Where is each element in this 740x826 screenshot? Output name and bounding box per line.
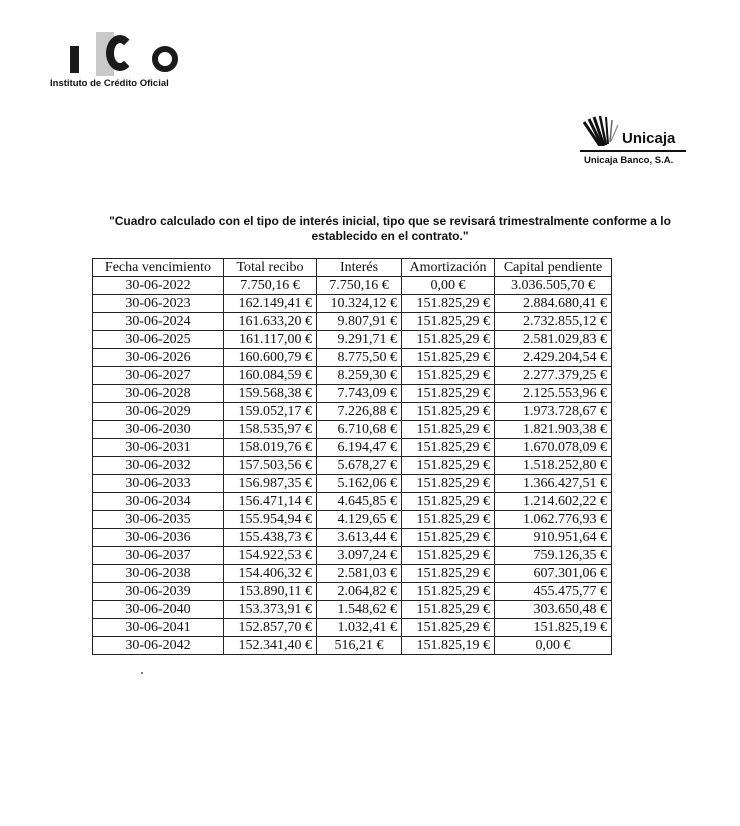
total-cell: 156.987,35 € bbox=[224, 475, 317, 493]
outstanding-cell: 1.821.903,38 € bbox=[495, 421, 612, 439]
interest-cell: 5.162,06 € bbox=[317, 475, 402, 493]
interest-cell: 9.807,91 € bbox=[317, 313, 402, 331]
interest-cell: 3.097,24 € bbox=[317, 547, 402, 565]
unicaja-caption: Unicaja Banco, S.A. bbox=[584, 155, 674, 166]
table-row bbox=[93, 331, 612, 349]
outstanding-cell: 910.951,64 € bbox=[495, 529, 612, 547]
amortization-cell: 151.825,29 € bbox=[402, 493, 495, 511]
interest-cell: 516,21 € bbox=[317, 637, 402, 655]
amortization-cell: 151.825,29 € bbox=[402, 583, 495, 601]
interest-cell: 4.129,65 € bbox=[317, 511, 402, 529]
ico-logo bbox=[50, 30, 210, 94]
unicaja-divider bbox=[580, 150, 686, 152]
total-cell: 153.890,11 € bbox=[224, 583, 317, 601]
due-date-cell: 30-06-2039 bbox=[93, 583, 224, 601]
interest-cell: 2.064,82 € bbox=[317, 583, 402, 601]
due-date-cell: 30-06-2027 bbox=[93, 367, 224, 385]
interest-cell: 8.259,30 € bbox=[317, 367, 402, 385]
outstanding-cell: 1.366.427,51 € bbox=[495, 475, 612, 493]
total-cell: 160.600,79 € bbox=[224, 349, 317, 367]
total-cell: 161.117,00 € bbox=[224, 331, 317, 349]
outstanding-cell: 607.301,06 € bbox=[495, 565, 612, 583]
total-cell: 156.471,14 € bbox=[224, 493, 317, 511]
total-cell: 161.633,20 € bbox=[224, 313, 317, 331]
outstanding-cell: 2.429.204,54 € bbox=[495, 349, 612, 367]
interest-cell: 1.032,41 € bbox=[317, 619, 402, 637]
due-date-cell: 30-06-2033 bbox=[93, 475, 224, 493]
due-date-cell: 30-06-2023 bbox=[93, 295, 224, 313]
unicaja-name: Unicaja bbox=[622, 130, 676, 147]
column-header-total: Total recibo bbox=[224, 259, 317, 277]
amortization-cell: 151.825,29 € bbox=[402, 439, 495, 457]
due-date-cell: 30-06-2040 bbox=[93, 601, 224, 619]
schedule-note: "Cuadro calculado con el tipo de interés inicial, tipo que se revisará trimestralmente conforme a lo establecido en el contrato." bbox=[109, 214, 671, 243]
outstanding-cell: 1.214.602,22 € bbox=[495, 493, 612, 511]
interest-cell: 6.194,47 € bbox=[317, 439, 402, 457]
outstanding-cell: 3.036.505,70 € bbox=[495, 277, 612, 295]
outstanding-cell: 1.062.776,93 € bbox=[495, 511, 612, 529]
due-date-cell: 30-06-2038 bbox=[93, 565, 224, 583]
scan-speck bbox=[141, 672, 143, 674]
table-row bbox=[93, 493, 612, 511]
due-date-cell: 30-06-2042 bbox=[93, 637, 224, 655]
outstanding-cell: 2.277.379,25 € bbox=[495, 367, 612, 385]
outstanding-cell: 0,00 € bbox=[495, 637, 612, 655]
outstanding-cell: 2.581.029,83 € bbox=[495, 331, 612, 349]
total-cell: 159.568,38 € bbox=[224, 385, 317, 403]
amortization-cell: 151.825,29 € bbox=[402, 547, 495, 565]
interest-cell: 5.678,27 € bbox=[317, 457, 402, 475]
outstanding-cell: 1.518.252,80 € bbox=[495, 457, 612, 475]
table-row bbox=[93, 565, 612, 583]
table-row bbox=[93, 385, 612, 403]
ico-caption: Instituto de Crédito Oficial bbox=[50, 78, 169, 89]
table-row bbox=[93, 403, 612, 421]
table-row bbox=[93, 529, 612, 547]
table-row bbox=[93, 439, 612, 457]
table-row bbox=[93, 547, 612, 565]
interest-cell: 7.226,88 € bbox=[317, 403, 402, 421]
amortization-cell: 0,00 € bbox=[402, 277, 495, 295]
total-cell: 152.341,40 € bbox=[224, 637, 317, 655]
total-cell: 160.084,59 € bbox=[224, 367, 317, 385]
table-row bbox=[93, 475, 612, 493]
total-cell: 157.503,56 € bbox=[224, 457, 317, 475]
interest-cell: 1.548,62 € bbox=[317, 601, 402, 619]
total-cell: 152.857,70 € bbox=[224, 619, 317, 637]
outstanding-cell: 1.973.728,67 € bbox=[495, 403, 612, 421]
table-header-row bbox=[93, 259, 612, 277]
due-date-cell: 30-06-2028 bbox=[93, 385, 224, 403]
due-date-cell: 30-06-2035 bbox=[93, 511, 224, 529]
interest-cell: 8.775,50 € bbox=[317, 349, 402, 367]
column-header-due-date: Fecha vencimiento bbox=[93, 259, 224, 277]
due-date-cell: 30-06-2025 bbox=[93, 331, 224, 349]
amortization-cell: 151.825,29 € bbox=[402, 295, 495, 313]
total-cell: 158.535,97 € bbox=[224, 421, 317, 439]
amortization-cell: 151.825,29 € bbox=[402, 313, 495, 331]
table-row bbox=[93, 511, 612, 529]
amortization-cell: 151.825,29 € bbox=[402, 421, 495, 439]
amortization-cell: 151.825,29 € bbox=[402, 601, 495, 619]
table-row bbox=[93, 277, 612, 295]
amortization-cell: 151.825,29 € bbox=[402, 475, 495, 493]
due-date-cell: 30-06-2029 bbox=[93, 403, 224, 421]
amortization-cell: 151.825,29 € bbox=[402, 385, 495, 403]
due-date-cell: 30-06-2036 bbox=[93, 529, 224, 547]
due-date-cell: 30-06-2041 bbox=[93, 619, 224, 637]
amortization-cell: 151.825,29 € bbox=[402, 349, 495, 367]
unicaja-logo bbox=[578, 112, 698, 172]
column-header-amortization: Amortización bbox=[402, 259, 495, 277]
table-row bbox=[93, 313, 612, 331]
due-date-cell: 30-06-2026 bbox=[93, 349, 224, 367]
interest-cell: 2.581,03 € bbox=[317, 565, 402, 583]
outstanding-cell: 2.125.553,96 € bbox=[495, 385, 612, 403]
outstanding-cell: 2.884.680,41 € bbox=[495, 295, 612, 313]
amortization-cell: 151.825,29 € bbox=[402, 331, 495, 349]
amortization-cell: 151.825,29 € bbox=[402, 403, 495, 421]
table-row bbox=[93, 295, 612, 313]
amortization-cell: 151.825,29 € bbox=[402, 511, 495, 529]
amortization-cell: 151.825,29 € bbox=[402, 457, 495, 475]
total-cell: 153.373,91 € bbox=[224, 601, 317, 619]
total-cell: 7.750,16 € bbox=[224, 277, 317, 295]
table-row bbox=[93, 637, 612, 655]
due-date-cell: 30-06-2032 bbox=[93, 457, 224, 475]
interest-cell: 7.750,16 € bbox=[317, 277, 402, 295]
table-row bbox=[93, 583, 612, 601]
total-cell: 155.954,94 € bbox=[224, 511, 317, 529]
due-date-cell: 30-06-2037 bbox=[93, 547, 224, 565]
interest-cell: 10.324,12 € bbox=[317, 295, 402, 313]
total-cell: 159.052,17 € bbox=[224, 403, 317, 421]
table-row bbox=[93, 349, 612, 367]
interest-cell: 3.613,44 € bbox=[317, 529, 402, 547]
due-date-cell: 30-06-2024 bbox=[93, 313, 224, 331]
due-date-cell: 30-06-2034 bbox=[93, 493, 224, 511]
amortization-cell: 151.825,19 € bbox=[402, 637, 495, 655]
amortization-cell: 151.825,29 € bbox=[402, 367, 495, 385]
interest-cell: 4.645,85 € bbox=[317, 493, 402, 511]
column-header-interest: Interés bbox=[317, 259, 402, 277]
total-cell: 154.922,53 € bbox=[224, 547, 317, 565]
table-row bbox=[93, 601, 612, 619]
table-row bbox=[93, 457, 612, 475]
outstanding-cell: 303.650,48 € bbox=[495, 601, 612, 619]
outstanding-cell: 1.670.078,09 € bbox=[495, 439, 612, 457]
amortization-cell: 151.825,29 € bbox=[402, 529, 495, 547]
outstanding-cell: 455.475,77 € bbox=[495, 583, 612, 601]
outstanding-cell: 2.732.855,12 € bbox=[495, 313, 612, 331]
interest-cell: 9.291,71 € bbox=[317, 331, 402, 349]
total-cell: 154.406,32 € bbox=[224, 565, 317, 583]
interest-cell: 7.743,09 € bbox=[317, 385, 402, 403]
due-date-cell: 30-06-2022 bbox=[93, 277, 224, 295]
total-cell: 155.438,73 € bbox=[224, 529, 317, 547]
total-cell: 162.149,41 € bbox=[224, 295, 317, 313]
amortization-cell: 151.825,29 € bbox=[402, 619, 495, 637]
table-row bbox=[93, 619, 612, 637]
due-date-cell: 30-06-2030 bbox=[93, 421, 224, 439]
ico-logo-mark bbox=[70, 30, 190, 76]
outstanding-cell: 759.126,35 € bbox=[495, 547, 612, 565]
outstanding-cell: 151.825,19 € bbox=[495, 619, 612, 637]
table-row bbox=[93, 367, 612, 385]
amortization-table bbox=[92, 258, 612, 655]
amortization-cell: 151.825,29 € bbox=[402, 565, 495, 583]
due-date-cell: 30-06-2031 bbox=[93, 439, 224, 457]
interest-cell: 6.710,68 € bbox=[317, 421, 402, 439]
column-header-outstanding: Capital pendiente bbox=[495, 259, 612, 277]
table-row bbox=[93, 421, 612, 439]
total-cell: 158.019,76 € bbox=[224, 439, 317, 457]
